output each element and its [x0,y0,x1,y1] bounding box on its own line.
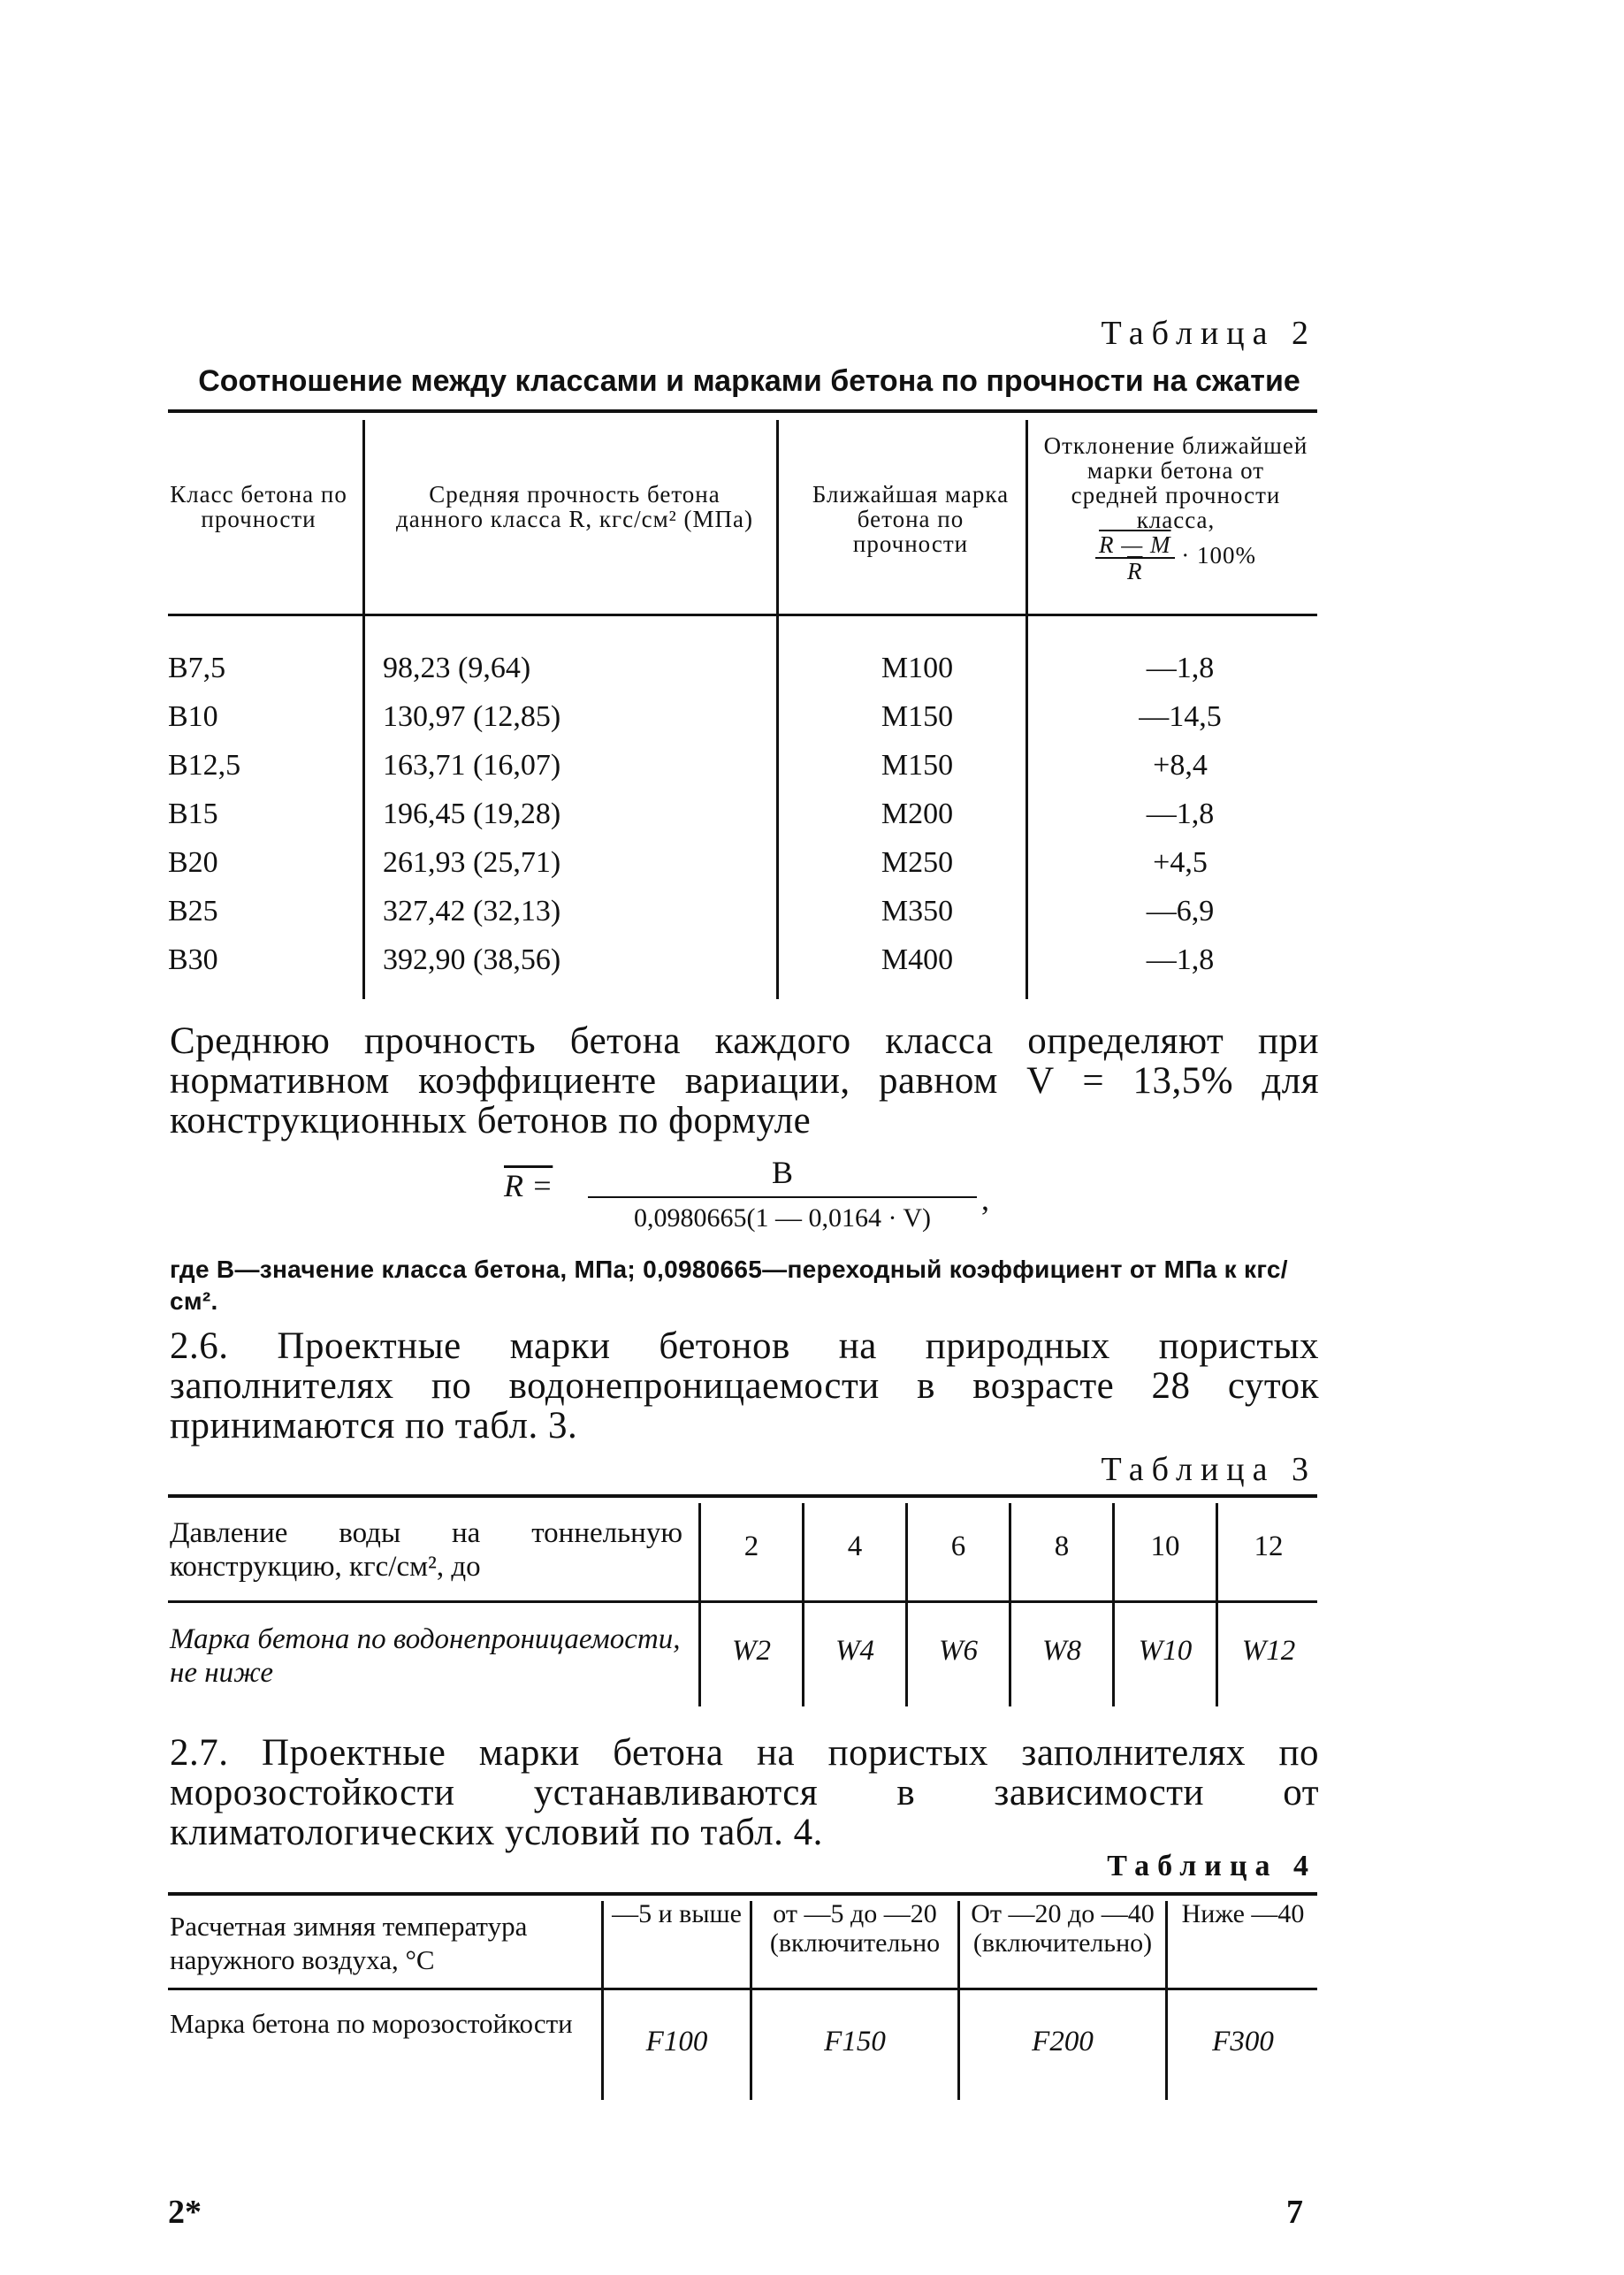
table4-frost-mark: F150 [824,2026,886,2057]
table2-cell-mark: M150 [881,749,954,782]
table4-frost-mark: F100 [645,2026,708,2057]
table2-cell-class: B15 [168,798,218,830]
table3-watertight-mark: W4 [835,1635,874,1667]
table2-cell-mark: M350 [881,895,954,928]
table4-temperature-value: от —5 до —20 (включительно [769,1899,941,1958]
table2-cell-class: B25 [168,895,218,928]
table4-mid-rule [168,1988,1317,1990]
deviation-fraction-denominator: R [1127,558,1143,584]
table2-cell-deviation: +8,4 [1153,749,1208,782]
table4-temperature-value: От —20 до —40 (включительно) [971,1899,1155,1958]
table3-pressure-value: 8 [1054,1531,1070,1562]
table3-label: Таблица 3 [1101,1451,1316,1488]
deviation-fraction-tail: · 100% [1181,542,1256,569]
table2-header-class: Класс бетона по прочности [170,481,347,532]
table2-cell-class: B20 [168,846,218,879]
formula-where-note: где B—значение класса бетона, МПа; 0,0980665—переходный коэффициент от МПа к кгс/см². [170,1256,1288,1315]
formula-lhs-text: R = [504,1168,553,1203]
table2-cell-deviation: —14,5 [1139,700,1222,733]
table2-cell-deviation: +4,5 [1153,846,1208,879]
table4-row1-label: Расчетная зимняя температура наружного воздуха, °С [170,1911,528,1975]
table4-vrule-0 [601,1901,604,2100]
table4-top-rule [168,1892,1317,1896]
table2-cell-class: B7,5 [168,652,226,684]
table2-header-nearest-mark: Ближайшая марка бетона по прочности [812,481,1010,557]
paragraph-2-7: 2.7. Проектные марки бетона на пористых заполнителях по морозостойкости устанавливаются в зависимости от климатологических условий по табл. 4. [170,1732,1319,1853]
table2-label: Таблица 2 [1101,315,1316,352]
paragraph-2-6: 2.6. Проектные марки бетонов на природных пористых заполнителях по водонепроницаемости в возрасте 28 суток принимаются по табл. 3. [170,1325,1319,1447]
table2-header-mean-strength: Средняя прочность бетона данного класса R, кгс/см² (МПа) [396,481,753,532]
table3-watertight-mark: W12 [1241,1635,1296,1667]
table4-row2-label: Марка бетона по морозостойкости [170,2008,573,2039]
paragraph-mean-strength: Среднюю прочность бетона каждого класса определяют при нормативном коэффициенте вариации, равном V = 13,5% для конструкционных бетонов по формуле [170,1020,1319,1141]
table2-header-deviation [1043,433,1308,584]
table3-pressure-value: 12 [1254,1531,1284,1562]
formula-fraction [588,1154,977,1233]
table4-vrule-3 [1165,1901,1168,2100]
formula-numerator: B [588,1154,977,1198]
table2-cell-mark: M250 [881,846,954,879]
footer-signature: 2* [168,2194,202,2231]
deviation-fraction [1095,532,1175,584]
deviation-fraction-numerator: R — M [1095,532,1175,559]
table2-title: Соотношение между классами и марками бетона по прочности на сжатие [198,364,1300,398]
table4-frost-mark: F300 [1212,2026,1274,2057]
table3-watertight-mark: W6 [939,1635,978,1667]
table2-cell-class: B12,5 [168,749,241,782]
table3-watertight-mark: W10 [1138,1635,1193,1667]
table4-frost-mark: F200 [1032,2026,1094,2057]
table3-pressure-value: 4 [847,1531,863,1562]
table2-cell-deviation: —6,9 [1146,895,1215,928]
table2-cell-class: B10 [168,700,218,733]
table2-top-rule [168,409,1317,413]
table2-cell-class: B30 [168,943,218,976]
table3-row1-label: Давление воды на тоннельную конструкцию, кгс/см², до [170,1517,682,1583]
table2-cell-mark: M400 [881,943,954,976]
table2-cell-mean: 327,42 (32,13) [383,895,561,928]
table2-cell-deviation: —1,8 [1146,652,1215,684]
table2-header-rule [168,614,1317,616]
table2-cell-mean: 98,23 (9,64) [383,652,531,684]
table2-cell-mean: 196,45 (19,28) [383,798,561,830]
formula-lhs [504,1167,553,1204]
table2-cell-mark: M150 [881,700,954,733]
formula-denominator: 0,0980665(1 — 0,0164 · V) [633,1203,932,1233]
table3-pressure-value: 10 [1150,1531,1180,1562]
table4-label: Таблица 4 [1107,1850,1316,1882]
table3-pressure-value: 6 [950,1531,966,1562]
table2-cell-mean: 130,97 (12,85) [383,700,561,733]
page-number: 7 [1286,2194,1303,2231]
table3-mid-rule [168,1600,1317,1603]
table4-temperature-value: —5 и выше [612,1899,742,1928]
table2-cell-deviation: —1,8 [1146,943,1215,976]
table2-cell-mark: M200 [881,798,954,830]
table4-temperature-value: Ниже —40 [1181,1899,1305,1928]
deviation-header-text: Отклонение ближайшей марки бетона от средней прочности класса, [1043,432,1308,533]
table2-cell-mean: 261,93 (25,71) [383,846,561,879]
formula-tail: , [981,1181,989,1217]
table2-cell-mean: 392,90 (38,56) [383,943,561,976]
table3-pressure-value: 2 [743,1531,759,1562]
table2-vrule-1 [362,420,365,999]
table3-row2-label: Марка бетона по водонепроницаемости, не ниже [170,1623,681,1689]
table3-watertight-mark: W8 [1042,1635,1081,1667]
table2-cell-mark: M100 [881,652,954,684]
table2-cell-mean: 163,71 (16,07) [383,749,561,782]
table3-watertight-mark: W2 [732,1635,771,1667]
table2-cell-deviation: —1,8 [1146,798,1215,830]
table3-top-rule [168,1494,1317,1498]
